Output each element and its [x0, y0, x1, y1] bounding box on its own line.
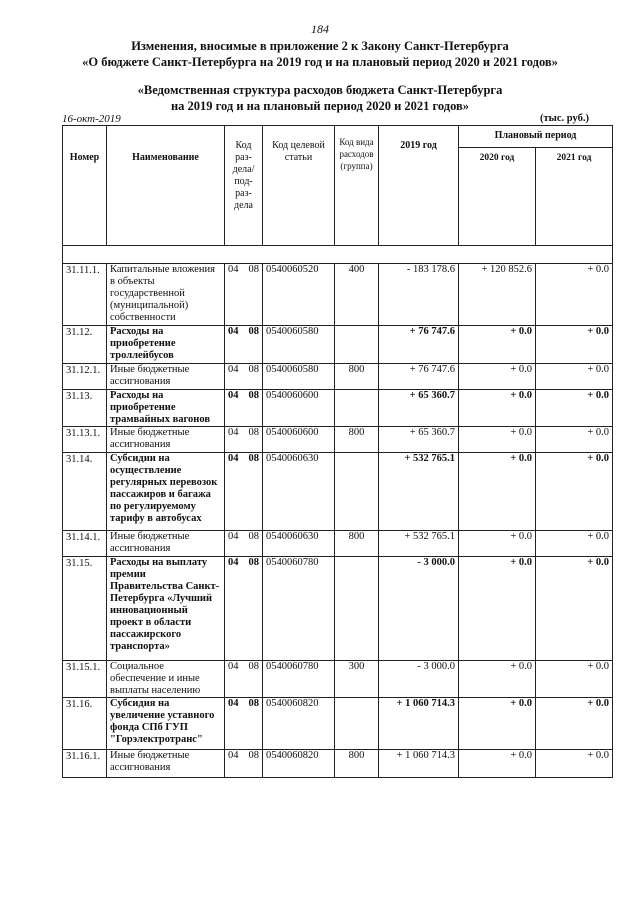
row-name: Субсидия на увеличение уставного фонда СПб ГУП "Горэлектротранс" [107, 698, 225, 750]
row-section: 04 [225, 661, 244, 698]
row-section: 04 [225, 453, 244, 531]
row-number: 31.15. [63, 557, 107, 661]
row-name: Иные бюджетные ассигнования [107, 531, 225, 557]
row-number: 31.16.1. [63, 750, 107, 778]
table-row [63, 531, 613, 557]
row-value-2021: + 0.0 [536, 364, 613, 390]
header-section-code: Код раз-дела/ под-раз-дела [225, 126, 263, 246]
table-row [63, 390, 613, 427]
row-subsection: 08 [244, 264, 263, 326]
row-value-2021: + 0.0 [536, 661, 613, 698]
row-value-2020: + 0.0 [459, 750, 536, 778]
row-value-2019: - 3 000.0 [379, 557, 459, 661]
title-line-2: «О бюджете Санкт-Петербурга на 2019 год и на плановый период 2020 и 2021 годов» [82, 55, 558, 69]
header-target-code: Код целевой статьи [263, 126, 335, 246]
title-line-1: Изменения, вносимые в приложение 2 к Закону Санкт-Петербурга [131, 39, 509, 53]
row-name: Расходы на выплату премии Правительства Санкт-Петербурга «Лучший инновационный проект в области пассажирского транспорта» [107, 557, 225, 661]
row-section: 04 [225, 364, 244, 390]
table-row [63, 557, 613, 661]
row-expense-code [335, 326, 379, 364]
row-target-code: 0540060600 [263, 390, 335, 427]
row-expense-code: 800 [335, 427, 379, 453]
row-value-2019: - 3 000.0 [379, 661, 459, 698]
row-value-2021: + 0.0 [536, 531, 613, 557]
table-row [63, 264, 613, 326]
row-value-2020: + 0.0 [459, 453, 536, 531]
row-value-2020: + 0.0 [459, 427, 536, 453]
row-target-code: 0540060600 [263, 427, 335, 453]
row-subsection: 08 [244, 750, 263, 778]
row-value-2020: + 0.0 [459, 661, 536, 698]
row-subsection: 08 [244, 427, 263, 453]
row-value-2021: + 0.0 [536, 326, 613, 364]
row-section: 04 [225, 326, 244, 364]
row-section: 04 [225, 531, 244, 557]
row-value-2020: + 0.0 [459, 698, 536, 750]
row-name: Субсидии на осуществление регулярных перевозок пассажиров и багажа по регулируемому тарифу в автобусах [107, 453, 225, 531]
row-value-2020: + 0.0 [459, 531, 536, 557]
row-target-code: 0540060780 [263, 557, 335, 661]
row-section: 04 [225, 750, 244, 778]
row-subsection: 08 [244, 364, 263, 390]
row-value-2019: + 1 060 714.3 [379, 750, 459, 778]
row-subsection: 08 [244, 390, 263, 427]
row-value-2019: + 65 360.7 [379, 427, 459, 453]
row-subsection: 08 [244, 326, 263, 364]
row-expense-code: 300 [335, 661, 379, 698]
row-target-code: 0540060630 [263, 453, 335, 531]
document-title [0, 38, 640, 70]
table-row [63, 326, 613, 364]
header-2021: 2021 год [536, 148, 613, 246]
row-name: Капитальные вложения в объекты государственной (муниципальной) собственности [107, 264, 225, 326]
row-value-2019: - 183 178.6 [379, 264, 459, 326]
row-value-2019: + 76 747.6 [379, 364, 459, 390]
row-target-code: 0540060580 [263, 364, 335, 390]
row-number: 31.16. [63, 698, 107, 750]
header-number: Номер [63, 126, 107, 246]
table-row [63, 453, 613, 531]
row-expense-code: 800 [335, 531, 379, 557]
row-expense-code: 800 [335, 364, 379, 390]
row-target-code: 0540060520 [263, 264, 335, 326]
header-expense-code: Код вида расходов (группа) [335, 126, 379, 246]
row-subsection: 08 [244, 661, 263, 698]
row-value-2019: + 532 765.1 [379, 531, 459, 557]
row-expense-code [335, 453, 379, 531]
row-name: Расходы на приобретение трамвайных вагонов [107, 390, 225, 427]
table-row [63, 698, 613, 750]
row-target-code: 0540060820 [263, 750, 335, 778]
row-value-2020: + 0.0 [459, 557, 536, 661]
row-subsection: 08 [244, 453, 263, 531]
row-number: 31.15.1. [63, 661, 107, 698]
row-section: 04 [225, 557, 244, 661]
page-number: 184 [311, 22, 329, 36]
row-target-code: 0540060780 [263, 661, 335, 698]
row-subsection: 08 [244, 698, 263, 750]
header-2019: 2019 год [379, 126, 459, 246]
row-number: 31.12. [63, 326, 107, 364]
row-expense-code [335, 557, 379, 661]
document-date: 16-окт-2019 [62, 113, 121, 125]
table-row [63, 661, 613, 698]
row-name: Иные бюджетные ассигнования [107, 427, 225, 453]
row-number: 31.14.1. [63, 531, 107, 557]
subtitle-line-1: «Ведомственная структура расходов бюджета Санкт-Петербурга [137, 83, 503, 97]
row-expense-code: 800 [335, 750, 379, 778]
row-expense-code: 400 [335, 264, 379, 326]
row-target-code: 0540060580 [263, 326, 335, 364]
header-2020: 2020 год [459, 148, 536, 246]
row-target-code: 0540060630 [263, 531, 335, 557]
header-name: Наименование [107, 126, 225, 246]
row-value-2021: + 0.0 [536, 453, 613, 531]
row-section: 04 [225, 390, 244, 427]
row-value-2021: + 0.0 [536, 557, 613, 661]
row-value-2020: + 0.0 [459, 326, 536, 364]
document-subtitle [0, 82, 640, 114]
subtitle-line-2: на 2019 год и на плановый период 2020 и 2021 годов» [170, 99, 470, 113]
row-value-2020: + 120 852.6 [459, 264, 536, 326]
row-value-2021: + 0.0 [536, 390, 613, 427]
row-value-2021: + 0.0 [536, 750, 613, 778]
row-subsection: 08 [244, 531, 263, 557]
row-expense-code [335, 390, 379, 427]
units-label: (тыс. руб.) [540, 113, 589, 124]
row-number: 31.13. [63, 390, 107, 427]
row-value-2021: + 0.0 [536, 698, 613, 750]
row-number: 31.14. [63, 453, 107, 531]
row-value-2020: + 0.0 [459, 364, 536, 390]
row-number: 31.12.1. [63, 364, 107, 390]
budget-table [62, 125, 613, 778]
header-planned-period: Плановый период [459, 126, 613, 148]
row-section: 04 [225, 427, 244, 453]
row-value-2019: + 65 360.7 [379, 390, 459, 427]
table-row [63, 750, 613, 778]
row-name: Иные бюджетные ассигнования [107, 364, 225, 390]
row-value-2021: + 0.0 [536, 427, 613, 453]
table-row [63, 364, 613, 390]
row-value-2019: + 532 765.1 [379, 453, 459, 531]
row-name: Социальное обеспечение и иные выплаты населению [107, 661, 225, 698]
row-section: 04 [225, 264, 244, 326]
row-subsection: 08 [244, 557, 263, 661]
row-target-code: 0540060820 [263, 698, 335, 750]
row-section: 04 [225, 698, 244, 750]
row-value-2021: + 0.0 [536, 264, 613, 326]
row-expense-code [335, 698, 379, 750]
row-value-2019: + 1 060 714.3 [379, 698, 459, 750]
row-number: 31.11.1. [63, 264, 107, 326]
row-name: Иные бюджетные ассигнования [107, 750, 225, 778]
row-value-2020: + 0.0 [459, 390, 536, 427]
row-value-2019: + 76 747.6 [379, 326, 459, 364]
row-name: Расходы на приобретение троллейбусов [107, 326, 225, 364]
table-row [63, 427, 613, 453]
row-number: 31.13.1. [63, 427, 107, 453]
